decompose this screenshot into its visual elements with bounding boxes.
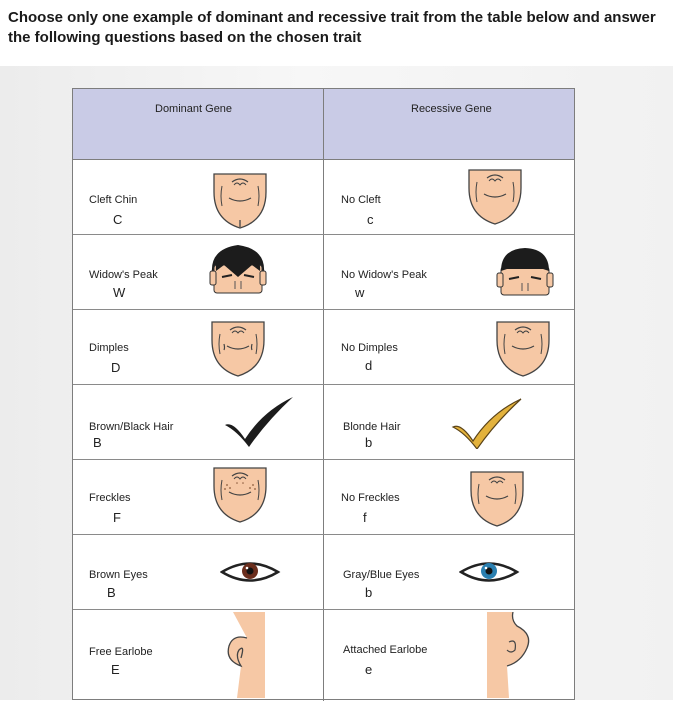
recessive-gene-header: Recessive Gene	[411, 103, 492, 115]
blue-eye-icon	[459, 557, 521, 589]
freckles-face-icon	[210, 466, 270, 524]
recessive-trait-name: Gray/Blue Eyes	[343, 569, 420, 581]
question-line-1: Choose only one example of dominant and recessive trait from the table below and answer	[8, 9, 656, 26]
recessive-trait-symbol: f	[363, 510, 367, 525]
dominant-trait-symbol: C	[113, 212, 123, 227]
recessive-trait-name: No Dimples	[341, 342, 398, 354]
dominant-trait-symbol: B	[93, 435, 102, 450]
dimples-face-icon	[208, 320, 268, 378]
dominant-trait-name: Freckles	[89, 492, 131, 504]
traits-table	[72, 88, 575, 700]
recessive-trait-symbol: c	[367, 212, 374, 227]
dominant-trait-symbol: W	[113, 285, 126, 300]
dominant-trait-name: Cleft Chin	[89, 194, 138, 206]
table-row-hair-color	[73, 385, 574, 460]
free-earlobe-icon	[219, 612, 265, 698]
no-dimples-face-icon	[493, 320, 553, 378]
dominant-trait-name: Free Earlobe	[89, 646, 153, 658]
recessive-trait-name: No Freckles	[341, 492, 400, 504]
recessive-trait-symbol: e	[365, 662, 373, 677]
dominant-trait-symbol: B	[107, 585, 116, 600]
table-row-eye-color	[73, 535, 574, 610]
blonde-hair-strand-icon	[451, 397, 523, 449]
table-row-dimples	[73, 310, 574, 385]
dominant-trait-name: Brown/Black Hair	[89, 421, 174, 433]
question-text	[8, 8, 663, 48]
dominant-trait-name: Brown Eyes	[89, 569, 148, 581]
recessive-trait-name: Blonde Hair	[343, 421, 401, 433]
table-row-earlobe	[73, 610, 574, 700]
table-row-widows-peak	[73, 235, 574, 310]
no-widows-peak-hair-icon	[495, 245, 555, 299]
dominant-trait-name: Dimples	[89, 342, 129, 354]
recessive-trait-symbol: b	[365, 585, 373, 600]
no-freckles-face-icon	[467, 470, 527, 528]
no-cleft-chin-icon	[465, 168, 525, 226]
recessive-trait-name: Attached Earlobe	[343, 644, 428, 656]
dominant-trait-symbol: F	[113, 510, 121, 525]
dominant-gene-header: Dominant Gene	[155, 103, 233, 115]
brown-eye-icon	[220, 557, 282, 589]
question-line-2: the following questions based on the chosen trait	[8, 29, 362, 46]
dominant-trait-symbol: E	[111, 662, 120, 677]
dominant-trait-name: Widow's Peak	[89, 269, 158, 281]
table-row-cleft-chin	[73, 160, 574, 235]
recessive-trait-name: No Cleft	[341, 194, 381, 206]
recessive-trait-symbol: b	[365, 435, 373, 450]
recessive-trait-symbol: d	[365, 358, 373, 373]
widows-peak-hair-icon	[208, 243, 268, 297]
dark-hair-strand-icon	[223, 395, 295, 447]
recessive-trait-symbol: w	[355, 285, 365, 300]
cleft-chin-icon	[210, 172, 270, 230]
recessive-trait-name: No Widow's Peak	[341, 269, 427, 281]
dominant-trait-symbol: D	[111, 360, 121, 375]
attached-earlobe-icon	[487, 612, 533, 698]
table-row-freckles	[73, 460, 574, 535]
